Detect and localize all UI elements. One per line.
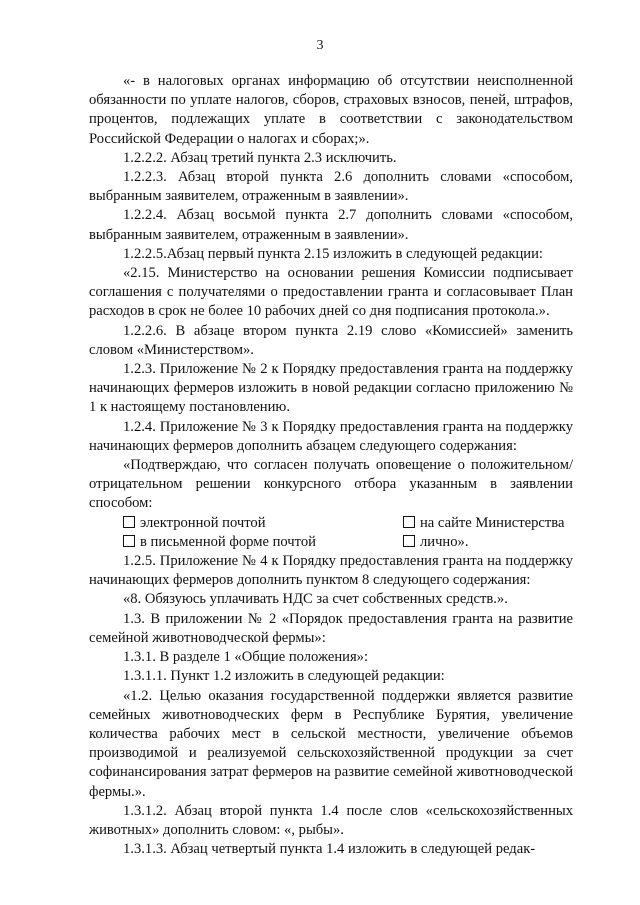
paragraph: «Подтверждаю, что согласен получать оповещение о положительном/отрицательном решении конкурсного отбора указанным в заявлении способом: bbox=[89, 457, 573, 512]
paragraph: 1.2.5. Приложение № 4 к Порядку предоставления гранта на поддержку начинающих фермеров дополнить пунктом 8 следующего содержания: bbox=[89, 553, 573, 589]
paragraph: 1.2.3. Приложение № 2 к Порядку предоставления гранта на поддержку начинающих фермеров изложить в новой редакции согласно приложению № 1 к настоящему постановлению. bbox=[89, 361, 573, 416]
paragraph: 1.2.2.3. Абзац второй пункта 2.6 дополнить словами «способом, выбранным заявителем, отраженным в заявлении». bbox=[89, 169, 573, 205]
document-body bbox=[89, 72, 573, 859]
option-label: на сайте Министерства bbox=[420, 514, 565, 531]
option-email bbox=[123, 514, 403, 533]
paragraph: 1.3.1. В разделе 1 «Общие положения»: bbox=[123, 649, 369, 666]
paragraph: 1.3.1.1. Пункт 1.2 изложить в следующей редакции: bbox=[123, 668, 445, 685]
paragraph: 1.3.1.3. Абзац четвертый пункта 1.4 изложить в следующей редак- bbox=[123, 841, 536, 858]
paragraph: «1.2. Целью оказания государственной поддержки является развитие семейных животноводческих ферм в Республике Бурятия, увеличение количества рабочих мест в сельской местности, увеличение объемов производимой и реализуемой сельскохозяйственной продукции за счет софинансирования затрат фермеров на развитие семейной животноводческой фермы.». bbox=[89, 687, 573, 800]
paragraph: «- в налоговых органах информацию об отсутствии неисполненной обязанности по уплате налогов, сборов, страховых взносов, пеней, штрафов, процентов, подлежащих уплате в соответствии с законодательством Российской Федерации о налогах и сборах;». bbox=[89, 73, 573, 147]
paragraph: 1.3.1.2. Абзац второй пункта 1.4 после слов «сельскохозяйственных животных» дополнить словом: «, рыбы». bbox=[89, 802, 573, 838]
option-label: в письменной форме почтой bbox=[140, 533, 316, 550]
paragraph: 1.2.2.6. В абзаце втором пункта 2.19 слово «Комиссией» заменить словом «Министерством». bbox=[89, 322, 573, 358]
paragraph: 1.2.2.4. Абзац восьмой пункта 2.7 дополнить словами «способом, выбранным заявителем, отраженным в заявлении». bbox=[89, 207, 573, 243]
option-label: электронной почтой bbox=[140, 514, 266, 531]
checkbox-icon bbox=[403, 535, 415, 547]
option-in-person bbox=[403, 533, 607, 552]
option-mail bbox=[123, 533, 403, 552]
paragraph: «8. Обязуюсь уплачивать НДС за счет собственных средств.». bbox=[123, 591, 508, 608]
paragraph: 1.3. В приложении № 2 «Порядок предоставления гранта на развитие семейной животноводческой фермы»: bbox=[89, 610, 573, 646]
page-number: 3 bbox=[316, 38, 324, 53]
checkbox-icon bbox=[123, 535, 135, 547]
paragraph: 1.2.4. Приложение № 3 к Порядку предоставления гранта на поддержку начинающих фермеров дополнить абзацем следующего содержания: bbox=[89, 418, 573, 454]
notification-options bbox=[123, 514, 573, 552]
paragraph: 1.2.2.5.Абзац первый пункта 2.15 изложить в следующей редакции: bbox=[123, 245, 543, 262]
checkbox-icon bbox=[403, 516, 415, 528]
option-ministry-site bbox=[403, 514, 607, 533]
option-label: лично». bbox=[420, 533, 469, 550]
paragraph: 1.2.2.2. Абзац третий пункта 2.3 исключить. bbox=[123, 149, 397, 166]
checkbox-icon bbox=[123, 516, 135, 528]
paragraph: «2.15. Министерство на основании решения Комиссии подписывает соглашения с получателями о предоставлении гранта и согласовывает План расходов в срок не более 10 рабочих дней со дня подписания протокола.». bbox=[89, 265, 573, 320]
